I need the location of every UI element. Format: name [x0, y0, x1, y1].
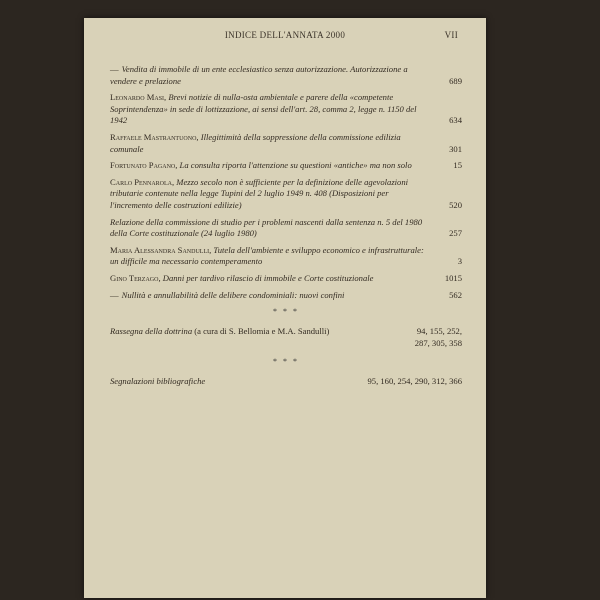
- entry-dash: —: [110, 289, 119, 300]
- rassegna-entry: [110, 326, 462, 349]
- rassegna-rest: (a cura di S. Bellomia e M.A. Sandulli): [194, 326, 330, 337]
- index-entry: [110, 273, 462, 285]
- index-entry: [110, 132, 462, 155]
- entry-page: 257: [449, 228, 462, 239]
- entry-page: 562: [449, 289, 462, 300]
- index-entry: [110, 217, 462, 240]
- entry-title: Mezzo secolo non è sufficiente per la definizione delle agevolazioni tributarie contenute nella legge Tupini del 2 luglio 1949 n. 408 (Disposizioni per l'incremento delle costruzioni edilizie): [110, 176, 409, 210]
- index-entry: [110, 290, 462, 302]
- rassegna-pages-2: 287, 305, 358: [414, 337, 462, 348]
- separator-2: * * *: [273, 357, 299, 367]
- entry-title: Brevi notizie di nulla-osta ambientale e parere della «competente Soprintendenza» in sede di lottizzazione, ai sensi dell'art. 28, comma 2, legge n. 1150 del 1942: [110, 92, 417, 126]
- entry-author: Gino Terzago,: [110, 272, 161, 283]
- entry-author: Raffaele Mastrantuono,: [110, 131, 199, 142]
- book-page: [84, 18, 486, 598]
- rassegna-pages-1: 94, 155, 252,: [416, 326, 462, 337]
- segnalazioni-title: Segnalazioni bibliografiche: [110, 376, 206, 387]
- index-entry: [110, 160, 462, 172]
- index-entry: [110, 64, 462, 87]
- rassegna-title: Rassegna della dottrina: [110, 326, 193, 337]
- segnalazioni-pages: 95, 160, 254, 290, 312, 366: [367, 376, 462, 387]
- entry-title: Vendita di immobile di un ente ecclesiastico senza autorizzazione. Autorizzazione a vendere e prelazione: [110, 64, 408, 86]
- entry-author: Maria Alessandra Sandulli,: [110, 244, 212, 255]
- entry-author: Fortunato Pagano,: [110, 160, 178, 171]
- entry-title: Danni per tardivo rilascio di immobile e Corte costituzionale: [162, 272, 374, 283]
- entry-page: 634: [449, 115, 462, 126]
- entry-title: Tutela dell'ambiente e sviluppo economico e infrastrutturale: un difficile ma necessario contemperamento: [110, 244, 424, 267]
- entry-author: Leonardo Masi,: [110, 92, 167, 103]
- entry-page: 520: [449, 199, 462, 210]
- index-entry: [110, 245, 462, 268]
- entry-page: 689: [449, 75, 462, 86]
- entry-page: 3: [457, 256, 462, 267]
- entry-page: 301: [449, 143, 462, 154]
- entry-title: La consulta riporta l'attenzione su questioni «antiche» ma non solo: [179, 160, 412, 171]
- entry-title: Relazione della commissione di studio per i problemi nascenti dalla sentenza n. 5 del 1980 della Corte costituzionale (24 luglio 1980): [110, 216, 423, 239]
- index-entries: [110, 64, 462, 393]
- entry-page: 1015: [444, 272, 462, 283]
- header-page-number: VII: [444, 30, 458, 40]
- index-entry: [110, 177, 462, 212]
- entry-author: Carlo Pennarola,: [110, 176, 175, 187]
- index-entry: [110, 92, 462, 127]
- separator-1: * * *: [273, 307, 299, 317]
- segnalazioni-entry: [110, 376, 462, 388]
- header-title: INDICE DELL'ANNATA 2000: [224, 30, 346, 40]
- entry-dash: —: [110, 64, 119, 74]
- entry-title: Illegittimità della soppressione della commissione edilizia comunale: [110, 131, 401, 154]
- entry-page: 15: [453, 160, 462, 171]
- entry-title: Nullità e annullabilità delle delibere condominiali: nuovi confini: [121, 289, 345, 300]
